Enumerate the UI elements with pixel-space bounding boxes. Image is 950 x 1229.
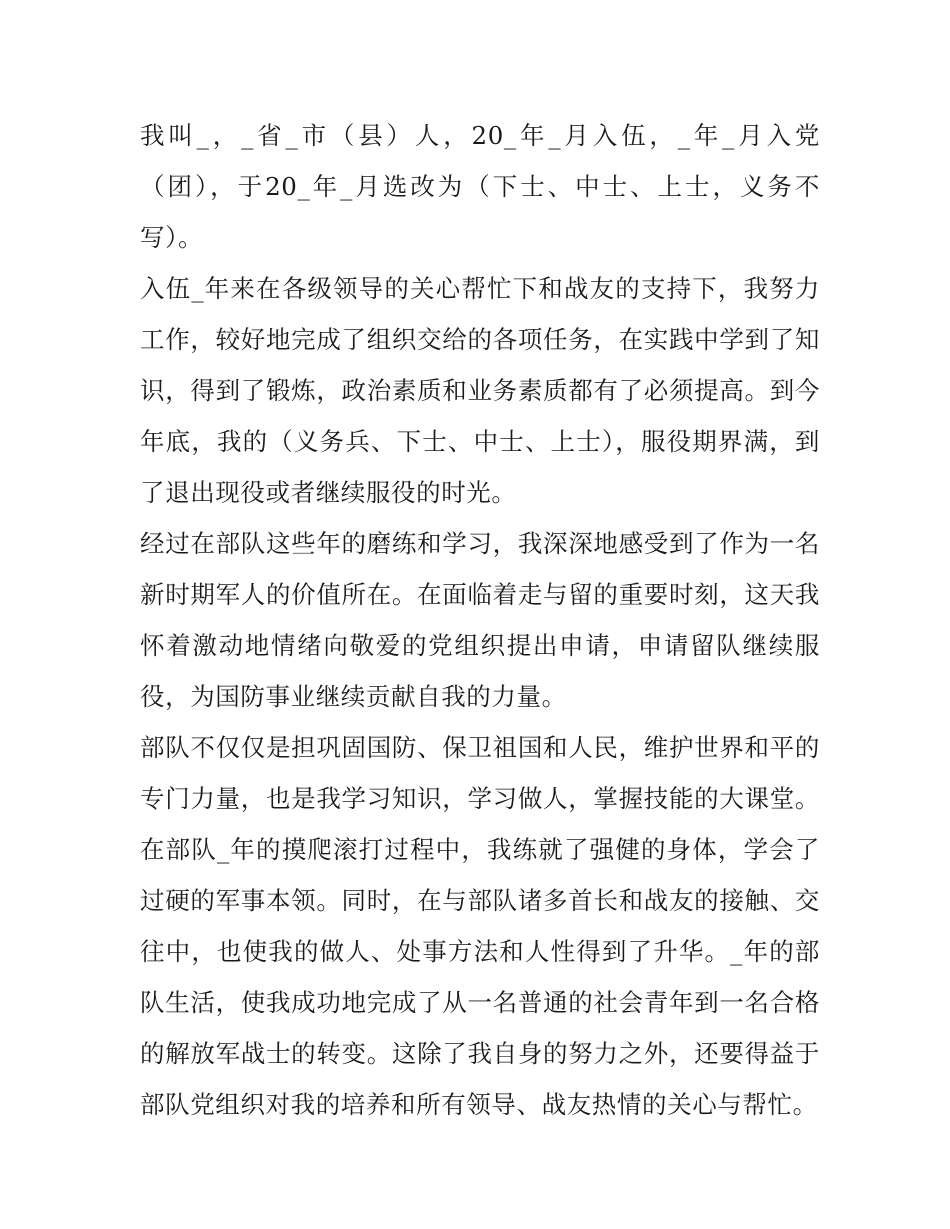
paragraph-army-growth: 部队不仅仅是担巩固国防、保卫祖国和人民，维护世界和平的专门力量，也是我学习知识，学习做人，掌握技能的大课堂。在部队_年的摸爬滚打过程中，我练就了强健的身体，学会了过硬的军事本领。同时，在与部队诸多首长和战友的接触、交往中，也使我的做人、处事方法和人性得到了升华。_年的部队生活，使我成功地完成了从一名普通的社会青年到一名合格的解放军战士的转变。这除了我自身的努力之外，还要得益于部队党组织对我的培养和所有领导、战友热情的关心与帮忙。 — [140, 733, 820, 1119]
document-body — [140, 110, 820, 1130]
paragraph-application: 经过在部队这些年的磨练和学习，我深深地感受到了作为一名新时期军人的价值所在。在面临着走与留的重要时刻，这天我怀着激动地情绪向敬爱的党组织提出申请，申请留队继续服役，为国防事业继续贡献自我的力量。 — [140, 529, 820, 711]
paragraph-service-summary: 入伍_年来在各级领导的关心帮忙下和战友的支持下，我努力工作，较好地完成了组织交给的各项任务，在实践中学到了知识，得到了锻炼，政治素质和业务素质都有了必须提高。到今年底，我的（义务兵、下士、中士、上士），服役期界满，到了退出现役或者继续服役的时光。 — [140, 274, 820, 507]
paragraph-personal-info: 我叫_，_省_市（县）人，20_年_月入伍，_年_月入党（团），于20_年_月选改为（下士、中士、上士，义务不写）。 — [140, 121, 820, 252]
